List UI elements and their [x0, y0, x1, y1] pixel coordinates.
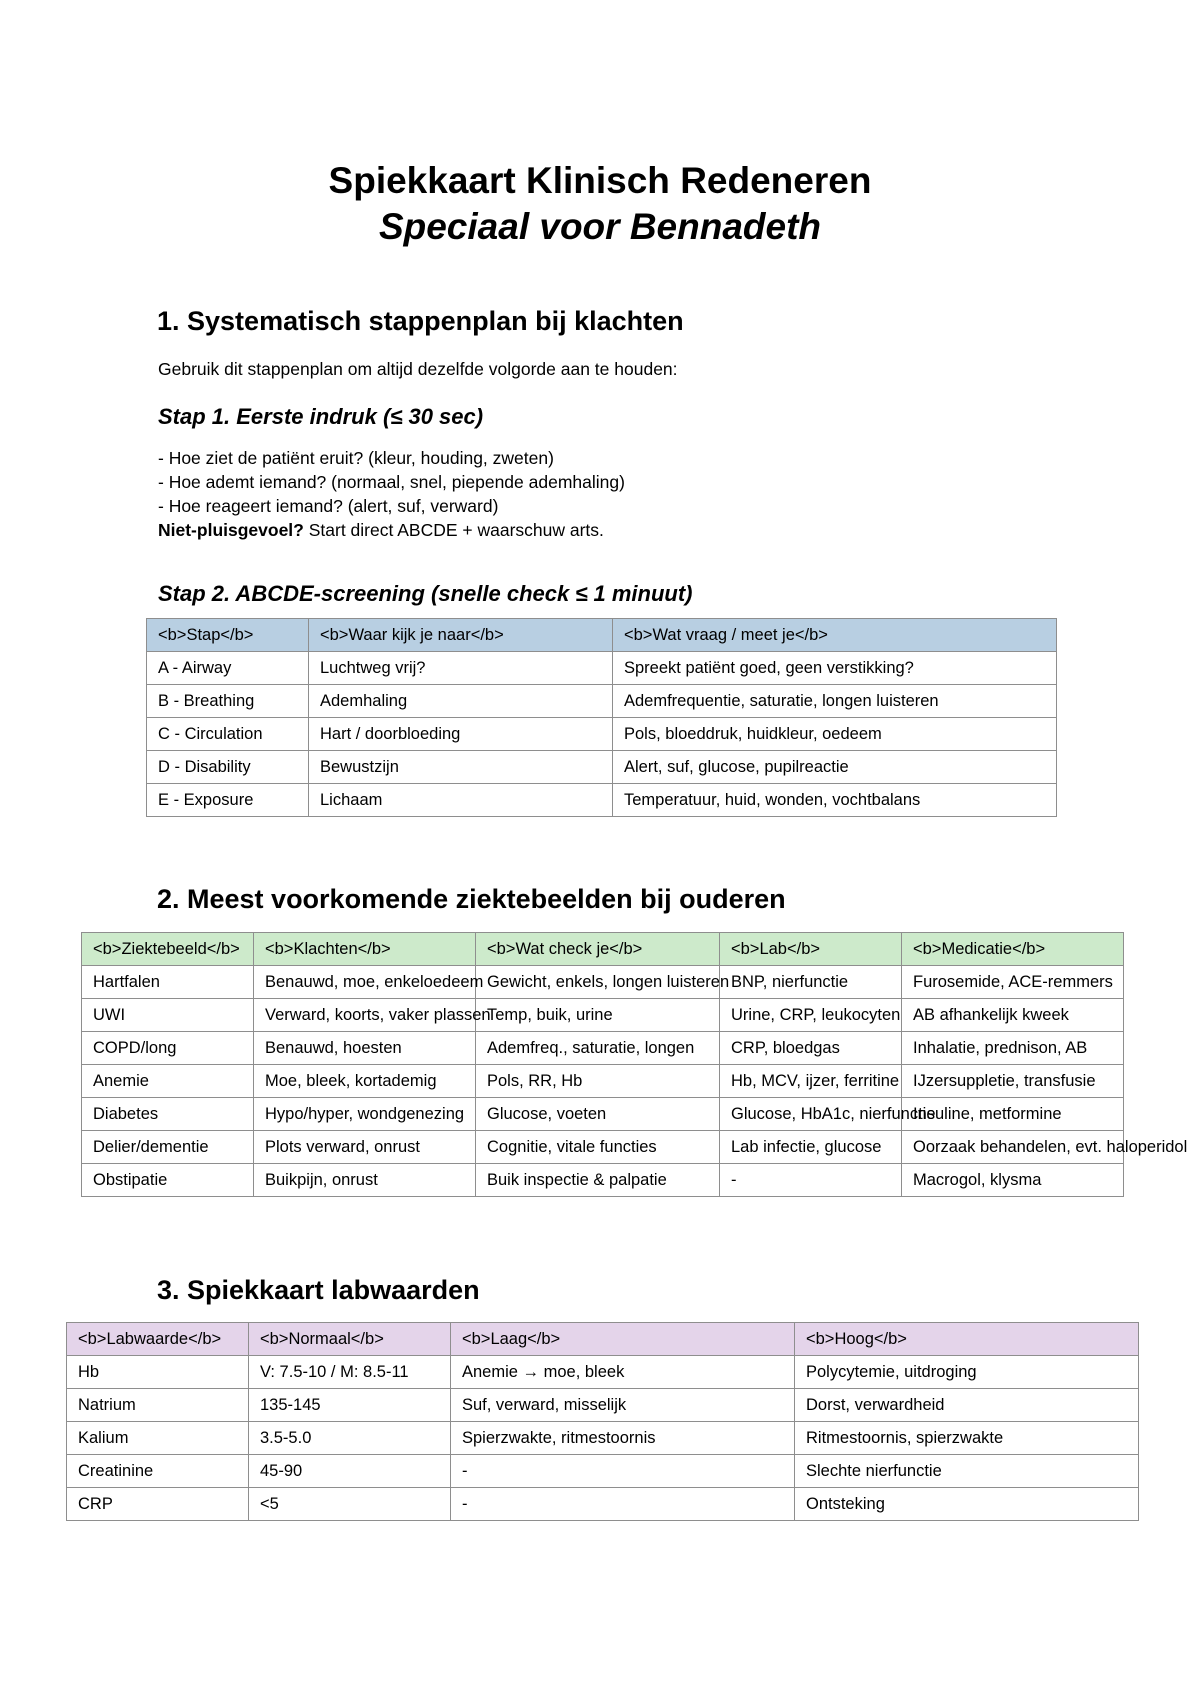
table-cell: Ademfreq., saturatie, longen: [476, 1032, 720, 1065]
table-row: [147, 784, 1057, 817]
table-cell: Ademhaling: [309, 685, 613, 718]
abcde-table: [146, 618, 1057, 817]
table-cell: Dorst, verwardheid: [795, 1389, 1139, 1422]
table-row: [67, 1422, 1139, 1455]
table-cell: Polycytemie, uitdroging: [795, 1356, 1139, 1389]
table-row: [147, 718, 1057, 751]
step2-heading: Stap 2. ABCDE-screening (snelle check ≤ 1 minuut): [158, 581, 693, 606]
section1-intro: Gebruik dit stappenplan om altijd dezelfde volgorde aan te houden:: [158, 359, 678, 379]
table-cell: Ontsteking: [795, 1488, 1139, 1521]
table-cell: CRP, bloedgas: [720, 1032, 902, 1065]
section2-heading: 2. Meest voorkomende ziektebeelden bij ouderen: [157, 884, 786, 914]
table-cell: Plots verward, onrust: [254, 1131, 476, 1164]
table-header-cell: <b>Wat vraag / meet je</b>: [613, 619, 1057, 652]
diseases-table: [81, 932, 1188, 1197]
table-cell: Glucose, voeten: [476, 1098, 720, 1131]
table-cell: <5: [249, 1488, 451, 1521]
table-cell: Bewustzijn: [309, 751, 613, 784]
table-cell: Benauwd, hoesten: [254, 1032, 476, 1065]
table-header-cell: <b>Waar kijk je naar</b>: [309, 619, 613, 652]
table-cell: 135-145: [249, 1389, 451, 1422]
table-cell: Hart / doorbloeding: [309, 718, 613, 751]
table-cell: Spreekt patiënt goed, geen verstikking?: [613, 652, 1057, 685]
table-header-cell: <b>Hoog</b>: [795, 1323, 1139, 1356]
table-cell: UWI: [82, 999, 254, 1032]
table-header-cell: <b>Medicatie</b>: [902, 933, 1124, 966]
table-row: [147, 652, 1057, 685]
table-row: [67, 1356, 1139, 1389]
table-cell: Macrogol, klysma: [902, 1164, 1124, 1197]
step1-heading: Stap 1. Eerste indruk (≤ 30 sec): [158, 404, 484, 429]
table-header-cell: <b>Labwaarde</b>: [67, 1323, 249, 1356]
table-row: [147, 685, 1057, 718]
step1-line: - Hoe ademt iemand? (normaal, snel, piepende ademhaling): [158, 472, 625, 492]
table-cell: Temp, buik, urine: [476, 999, 720, 1032]
table-cell: Pols, bloeddruk, huidkleur, oedeem: [613, 718, 1057, 751]
step1-line: - Hoe reageert iemand? (alert, suf, verward): [158, 496, 499, 516]
table-cell: D - Disability: [147, 751, 309, 784]
table-header-cell: <b>Stap</b>: [147, 619, 309, 652]
table-cell: Furosemide, ACE-remmers: [902, 966, 1124, 999]
table-cell: Suf, verward, misselijk: [451, 1389, 795, 1422]
table-row: [67, 1488, 1139, 1521]
table-cell: Moe, bleek, kortademig: [254, 1065, 476, 1098]
table-cell: Insuline, metformine: [902, 1098, 1124, 1131]
table-header-cell: <b>Wat check je</b>: [476, 933, 720, 966]
table-cell: Verward, koorts, vaker plassen: [254, 999, 476, 1032]
table-cell: C - Circulation: [147, 718, 309, 751]
table-cell: -: [451, 1488, 795, 1521]
table-cell: Slechte nierfunctie: [795, 1455, 1139, 1488]
table-header-cell: <b>Laag</b>: [451, 1323, 795, 1356]
table-cell: Cognitie, vitale functies: [476, 1131, 720, 1164]
table-cell: IJzersuppletie, transfusie: [902, 1065, 1124, 1098]
table-cell: Buik inspectie & palpatie: [476, 1164, 720, 1197]
table-cell: V: 7.5-10 / M: 8.5-11: [249, 1356, 451, 1389]
table-cell: Creatinine: [67, 1455, 249, 1488]
document-title: Spiekkaart Klinisch Redeneren: [328, 160, 872, 201]
table-row: [67, 1389, 1139, 1422]
step1-alert: [158, 518, 625, 542]
step1-lines: [158, 446, 625, 542]
labvalues-table: [66, 1322, 1139, 1521]
step1-alert-bold: Niet-pluisgevoel?: [158, 520, 304, 540]
table-cell: -: [451, 1455, 795, 1488]
table-header-row: [82, 933, 1124, 966]
table-cell: Hypo/hyper, wondgenezing: [254, 1098, 476, 1131]
table-cell: -: [720, 1164, 902, 1197]
table-cell: BNP, nierfunctie: [720, 966, 902, 999]
table-header-cell: <b>Lab</b>: [720, 933, 902, 966]
table-cell: Spierzwakte, ritmestoornis: [451, 1422, 795, 1455]
table-cell: Urine, CRP, leukocyten: [720, 999, 902, 1032]
table-cell: CRP: [67, 1488, 249, 1521]
table-row: [82, 966, 1124, 999]
step1-alert-text: Start direct ABCDE + waarschuw arts.: [303, 520, 604, 540]
table-cell: 3.5-5.0: [249, 1422, 451, 1455]
table-row: [82, 1131, 1124, 1164]
table-cell: 45-90: [249, 1455, 451, 1488]
table-row: [67, 1455, 1139, 1488]
table-cell: Diabetes: [82, 1098, 254, 1131]
table-cell: Anemie → moe, bleek: [451, 1356, 795, 1389]
table-row: [82, 1032, 1124, 1065]
table-cell: COPD/long: [82, 1032, 254, 1065]
table-cell: Delier/dementie: [82, 1131, 254, 1164]
table-cell: E - Exposure: [147, 784, 309, 817]
table-cell: Kalium: [67, 1422, 249, 1455]
document-subtitle: Speciaal voor Bennadeth: [378, 206, 822, 247]
table-cell: Gewicht, enkels, longen luisteren: [476, 966, 720, 999]
table-cell: Buikpijn, onrust: [254, 1164, 476, 1197]
table-cell: Oorzaak behandelen, evt. haloperidol: [902, 1131, 1124, 1164]
table-header-cell: <b>Normaal</b>: [249, 1323, 451, 1356]
step1-line: - Hoe ziet de patiënt eruit? (kleur, houding, zweten): [158, 448, 554, 468]
table-cell: Natrium: [67, 1389, 249, 1422]
table-cell: Ritmestoornis, spierzwakte: [795, 1422, 1139, 1455]
table-cell: Lichaam: [309, 784, 613, 817]
table-cell: Temperatuur, huid, wonden, vochtbalans: [613, 784, 1057, 817]
table-cell: Lab infectie, glucose: [720, 1131, 902, 1164]
table-cell: AB afhankelijk kweek: [902, 999, 1124, 1032]
table-row: [147, 751, 1057, 784]
table-cell: B - Breathing: [147, 685, 309, 718]
table-header-cell: <b>Klachten</b>: [254, 933, 476, 966]
table-cell: Luchtweg vrij?: [309, 652, 613, 685]
table-cell: Glucose, HbA1c, nierfunctie: [720, 1098, 902, 1131]
table-cell: Anemie: [82, 1065, 254, 1098]
section3-heading: 3. Spiekkaart labwaarden: [157, 1275, 480, 1305]
table-row: [82, 999, 1124, 1032]
table-row: [82, 1164, 1124, 1197]
table-cell: Obstipatie: [82, 1164, 254, 1197]
table-cell: Pols, RR, Hb: [476, 1065, 720, 1098]
section1-heading: 1. Systematisch stappenplan bij klachten: [157, 306, 684, 336]
table-cell: Inhalatie, prednison, AB: [902, 1032, 1124, 1065]
table-row: [82, 1098, 1124, 1131]
table-cell: A - Airway: [147, 652, 309, 685]
table-cell: Ademfrequentie, saturatie, longen luisteren: [613, 685, 1057, 718]
table-header-row: [147, 619, 1057, 652]
table-cell: Hb, MCV, ijzer, ferritine: [720, 1065, 902, 1098]
table-cell: Hartfalen: [82, 966, 254, 999]
table-cell: Alert, suf, glucose, pupilreactie: [613, 751, 1057, 784]
table-cell: Benauwd, moe, enkeloedeem: [254, 966, 476, 999]
table-cell: Hb: [67, 1356, 249, 1389]
table-row: [82, 1065, 1124, 1098]
table-header-row: [67, 1323, 1139, 1356]
table-header-cell: <b>Ziektebeeld</b>: [82, 933, 254, 966]
